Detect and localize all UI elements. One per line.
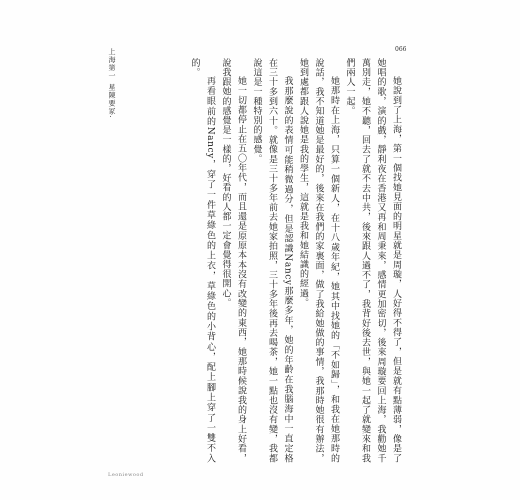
paragraph: 她那時在上海，只算一個新人，在十八歲年紀，她其中找她的「不如歸」，和我在她那時的說話，我不知道她是最好的，後來在我們的家裏面，做了我給她做的事情，我那時她很有辦法，她到處都跟人說她是我的學生，這就是我和她結識的經過。 — [298, 58, 339, 463]
body-text — [141, 58, 403, 463]
footer-text: Leoniewood — [108, 472, 144, 478]
paragraph: 我那麼說的表情可能稍微過分，但是認識Nancy那麼多年，她的年齡在我腦海中一直定格在三十多到六十。就像是三十多年前去她家拍照，三十多年後再去喝茶，她一點也沒有變，我都說這是一種特別的感覺。 — [251, 58, 293, 463]
running-head: 上海第一 星陳要冢. — [108, 48, 116, 119]
paragraph: 她說到了上海，第一個找她見面的明星就是周璇，人好得不得了，但是就有點薄弱，像是了她唱的歌，演的戲，靜利夜在香港又再和周秉來，感情更加密切，後來周璇要回上海，我勸她千萬別走，她不聽，回去了就不去中共，後來跟人過不了，我背好後去世，與她一起了就變來和我們兩人一起。 — [344, 58, 401, 463]
page-number: 066 — [395, 46, 407, 53]
paragraph: 再看眼前的Nancy，穿了一件草綠色的上衣，草綠色的小背心，配上腳上穿了一雙不入的。 — [189, 58, 215, 463]
paragraph: 她一切都停止在五〇年代，而且還是原原本本沒有改變的東西，她那時候說我的身上好看，說我跟她的感覺是一樣的，好看的人都一定會覺得很開心。 — [220, 58, 246, 463]
